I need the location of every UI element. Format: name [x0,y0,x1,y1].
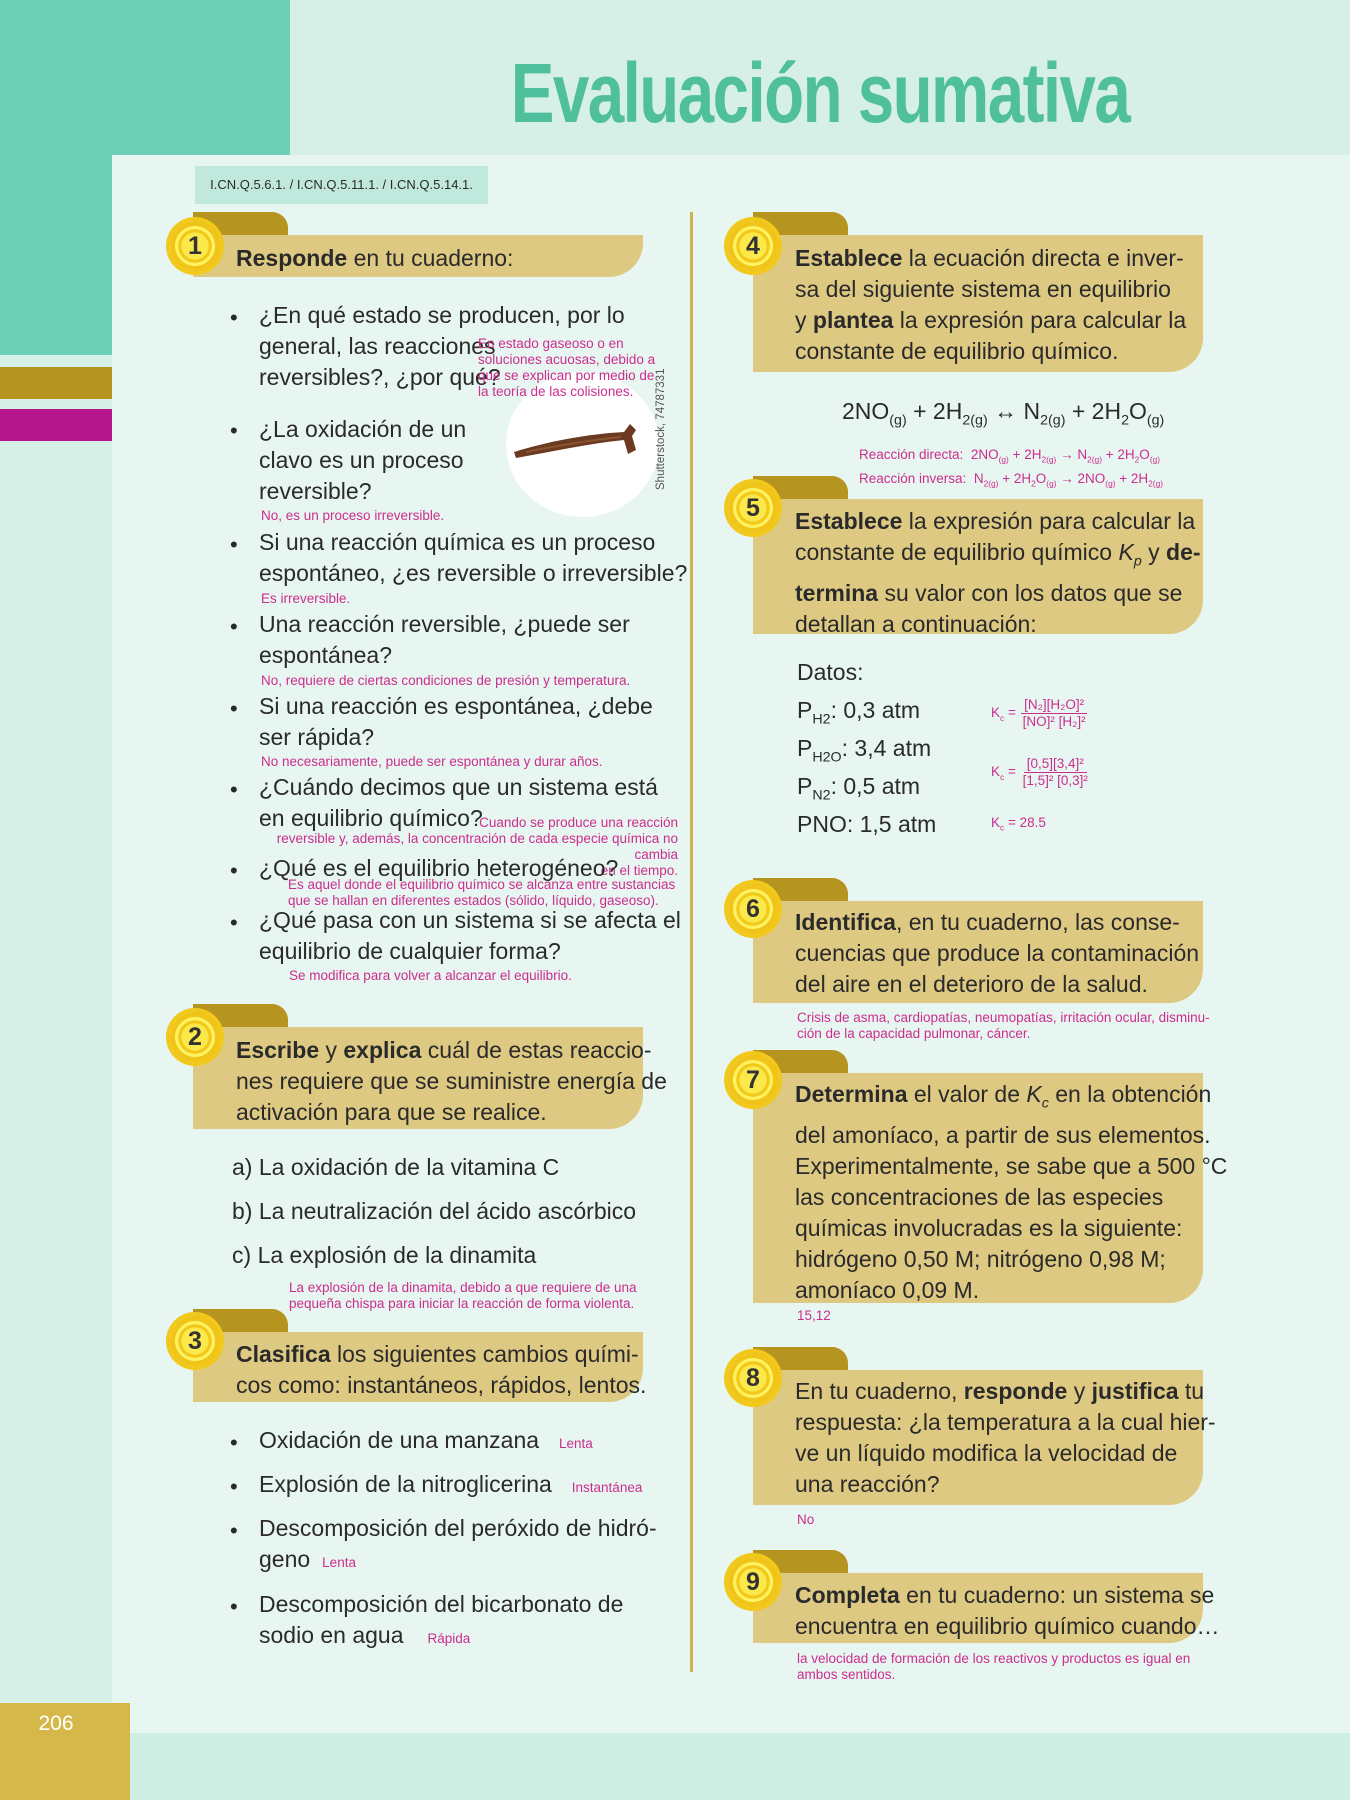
bullet-6: • [230,777,238,802]
page-number: 206 [38,1712,74,1735]
q9-answer-line-1: la velocidad de formación de los reactivos y productos es igual en [797,1651,1191,1666]
curriculum-indicators: I.CN.Q.5.6.1. / I.CN.Q.5.11.1. / I.CN.Q.5.14.1. [195,166,488,204]
q3-item-3-answer: Lenta [322,1555,356,1570]
q5-data-n2-p: P [797,773,813,799]
q3-item-3-line-2 [259,1544,657,1575]
q9-prompt [795,1580,1220,1642]
q3-item-2 [259,1469,642,1500]
q4-direct-e-sub: (g) [1149,454,1161,465]
bottom-band [0,1733,1350,1800]
q5-data-h2o-sub: H2O [812,749,842,766]
q3-item-3-line-1: Descomposición del peróxido de hidró- [259,1515,657,1541]
q4-direct-c: N [1077,447,1088,462]
q3-item-3 [259,1513,657,1575]
q3-item-2-answer: Instantánea [571,1480,643,1495]
q4-eq-sub-b: 2(g) [962,412,988,429]
q5-data-no-p: PNO [797,811,847,837]
q4-inverse-b2: O [1035,471,1047,486]
q5-line-2-and: y [1141,539,1167,565]
q8-prompt [795,1376,1216,1500]
q4-direct-b: + 2H [1008,447,1042,462]
q1-answer-2: No, es un proceso irreversible. [261,508,445,523]
q4-eq-term-b: + 2H [906,398,963,424]
q4-direct-b-sub: 2(g) [1041,454,1057,465]
q2-prompt-line-3: activación para que se realice. [236,1099,547,1125]
q3-bullet-4: • [230,1594,238,1619]
q5-kc-1-sub: c [1000,712,1005,723]
q2-answer-line-2: pequeña chispa para iniciar la reacción de forma violenta. [289,1296,635,1311]
q7-prompt-line-5: químicas involucradas es la siguiente: [795,1214,1183,1241]
q1-item-4-line-1: Una reacción reversible, ¿puede ser [259,611,630,637]
q1-answer-6-line-3: en el tiempo. [600,863,678,878]
q4-eq-term-e: O [1129,398,1147,424]
q5-kc-3: K [991,815,1001,830]
q2-number-badge: 2 [170,1012,220,1062]
q5-fraction-1-den: [NO]² [H₂]² [1022,714,1086,729]
q7-line-1-mid: el valor de [907,1081,1027,1107]
q5-result: = 28.5 [1004,815,1046,830]
q5-data-n2-value: : 0,5 atm [830,773,921,799]
q4-eq-sub-e: (g) [1146,412,1165,429]
bullet-8: • [230,910,238,935]
q4-answer-inverse [859,471,1163,492]
q4-eq-sub-c: 2(g) [1040,412,1066,429]
q7-answer: 15,12 [797,1308,831,1323]
q2-verb-2: explica [343,1037,422,1063]
q9-number-badge: 9 [728,1557,778,1607]
q5-fraction-1 [1020,697,1089,730]
q5-prompt-line-1 [795,506,1201,537]
q3-item-1-text: Oxidación de una manzana [259,1427,540,1453]
q1-item-2-line-2: clavo es un proceso [259,447,464,473]
q2-option-c-text: La explosión de la dinamita [257,1242,537,1268]
q2-verb-1: Escribe [236,1037,320,1063]
image-credit [655,370,673,490]
q5-kc-3-sub: c [1000,822,1005,833]
q8-and: y [1067,1378,1092,1404]
q4-eq-sub-d: 2 [1121,412,1129,429]
q1-item-1-line-1: ¿En qué estado se producen, por lo [259,302,625,328]
q4-inverse-arrow: → [1056,471,1078,486]
q1-item-3 [259,527,687,589]
q5-kc-2: K [991,764,1001,780]
q7-prompt-line-6: hidrógeno 0,50 M; nitrógeno 0,98 M; [795,1245,1166,1272]
q7-number-badge: 7 [728,1055,778,1105]
q8-answer: No [797,1512,815,1527]
q2-answer [289,1280,637,1312]
q1-item-2-line-3: reversible? [259,478,372,504]
q4-line-3-start: y [795,307,813,333]
q2-and: y [319,1037,344,1063]
q4-equation [842,396,1164,437]
q8-prompt-line-4: una reacción? [795,1471,940,1497]
q1-item-3-line-1: Si una reacción química es un proceso [259,529,656,555]
q1-answer-1-line-3: que se explican por medio de [478,368,655,383]
q6-verb: Identifica [795,909,896,935]
q6-prompt-line-1 [795,907,1199,938]
q1-answer-6-line-1: Cuando se produce una reacción [479,815,678,830]
q8-line-1-start: En tu cuaderno, [795,1378,964,1404]
q1-item-2 [259,414,466,507]
q6-answer-line-1: Crisis de asma, cardiopatías, neumopatías, irritación ocular, disminu- [797,1010,1210,1025]
q1-item-5-line-2: ser rápida? [259,724,375,750]
q4-inverse-c: 2NO [1077,471,1106,486]
q4-eq-sub-a: (g) [889,412,907,429]
q3-line-1-rest: los siguientes cambios quími- [330,1341,639,1367]
q3-item-4-line-2 [259,1620,623,1651]
q3-item-3-line-2-text: geno [259,1546,311,1572]
q2-option-b-text: La neutralización del ácido ascórbico [258,1198,637,1224]
bullet-4: • [230,614,238,639]
q7-prompt-line-3: Experimentalmente, se sabe que a 500 °C [795,1152,1228,1179]
q5-verb-2a: de- [1166,539,1201,565]
q1-item-4 [259,609,630,671]
q1-item-5 [259,691,653,753]
q1-item-1-line-3: reversibles?, ¿por qué? [259,364,501,390]
q2-prompt-line-1 [236,1035,667,1066]
q4-line-3-rest: la expresión para calcular la [893,307,1187,333]
q5-data-no [797,809,936,840]
q3-item-4-answer: Rápida [427,1631,471,1646]
bullet-7: • [230,858,238,883]
q3-item-4 [259,1589,623,1651]
q9-verb: Completa [795,1582,900,1608]
q5-data-h2-p: P [797,697,813,723]
q2-option-b [232,1196,636,1227]
q5-line-2-start: constante de equilibrio químico [795,539,1119,565]
q7-prompt-line-1 [795,1079,1227,1120]
q5-eq-sign-2: = [1004,764,1020,780]
q1-number-badge: 1 [170,221,220,271]
q7-prompt-line-7: amoníaco 0,09 M. [795,1276,980,1303]
q9-prompt-line-1 [795,1580,1220,1611]
q3-bullet-3: • [230,1518,238,1543]
q4-prompt-line-3 [795,305,1186,336]
q1-item-8 [259,905,681,967]
q8-verb-1: responde [963,1378,1068,1404]
q4-number-badge: 4 [728,221,778,271]
q6-prompt-line-2: cuencias que produce la contaminación [795,940,1200,966]
q1-item-6-line-2: en equilibrio químico? [259,805,483,831]
q5-fraction-2 [1020,756,1091,789]
bullet-2: • [230,418,238,443]
q3-item-4-line-1: Descomposición del bicarbonato de [259,1591,624,1617]
q5-eq-sign-1: = [1004,705,1020,721]
q4-direct-e: O [1139,447,1150,462]
q4-direct-d-sub: 2 [1134,454,1140,465]
image-credit-text: Shutterstock, 74787331 [655,368,667,490]
q5-prompt-line-2 [795,537,1201,578]
q4-prompt-line-1 [795,243,1186,274]
q6-prompt-line-3: del aire en el deterioro de la salud. [795,971,1148,997]
q3-item-1 [259,1425,593,1456]
bullet-3: • [230,532,238,557]
q1-item-1-line-2: general, las reacciones [259,333,496,359]
q8-number-badge: 8 [728,1353,778,1403]
column-divider [690,212,693,1672]
q6-line-1-rest: , en tu cuaderno, las conse- [895,909,1180,935]
q4-inverse-d: + 2H [1115,471,1149,486]
q5-prompt-line-4: detallan a continuación: [795,610,1037,637]
q3-bullet-2: • [230,1474,238,1499]
q3-item-2-text: Explosión de la nitroglicerina [259,1471,552,1497]
q1-answer-1 [478,336,655,400]
q1-answer-5: No necesariamente, puede ser espontánea y durar años. [261,754,603,769]
q4-inverse-label: Reacción inversa: [859,471,967,486]
q4-eq-term-d: + 2H [1065,398,1122,424]
q5-number-badge: 5 [728,483,778,533]
q3-item-4-line-2-text: sodio en agua [259,1622,404,1648]
q2-prompt [236,1035,667,1128]
q5-kp-sub: p [1133,553,1142,570]
q5-data-h2o [797,733,931,774]
q3-bullet-1: • [230,1430,238,1455]
q8-verb-2: justifica [1091,1378,1179,1404]
bullet-5: • [230,696,238,721]
q5-prompt-line-3 [795,578,1201,609]
q1-answer-6-line-2: reversible y, además, la concentración de cada especie química no cambia [276,831,678,862]
q5-fraction-2-num: [0,5][3,4]² [1024,756,1087,773]
q7-prompt-line-2: del amoníaco, a partir de sus elementos. [795,1121,1211,1148]
q4-eq-term-a: 2NO [842,398,890,424]
q1-prompt [236,243,513,274]
q9-answer [797,1651,1190,1683]
q2-option-b-letter: b) [232,1198,253,1224]
q5-line-1-rest: la expresión para calcular la [902,508,1196,534]
q2-option-a-text: La oxidación de la vitamina C [258,1154,560,1180]
q1-answer-1-line-4: la teoría de las colisiones. [478,384,634,399]
q7-kc-sub: c [1041,1095,1049,1112]
q7-line-1-end: en la obtención [1048,1081,1212,1107]
q4-direct-c-sub: 2(g) [1087,454,1102,465]
q1-item-3-line-2: espontáneo, ¿es reversible o irreversible? [259,560,688,586]
q4-inverse-a: N [973,471,984,486]
q4-direct-a: 2NO [970,447,999,462]
q4-prompt-line-4: constante de equilibrio químico. [795,338,1119,364]
q5-fraction-1-num: [N₂][H₂O]² [1021,697,1087,714]
q7-prompt [795,1079,1227,1306]
q8-prompt-line-3: ve un líquido modifica la velocidad de [795,1440,1178,1466]
q2-option-c-letter: c) [232,1242,252,1268]
q6-answer-line-2: ción de la capacidad pulmonar, cáncer. [797,1026,1031,1041]
q1-answer-1-line-2: soluciones acuosas, debido a [478,352,656,367]
q4-inverse-c-sub: (g) [1105,478,1116,489]
q5-fraction-2-den: [1,5]² [0,3]² [1022,773,1088,788]
q1-answer-4: No, requiere de ciertas condiciones de presión y temperatura. [261,673,631,688]
q3-prompt [236,1339,646,1401]
q5-data-h2o-value: : 3,4 atm [841,735,932,761]
q5-answer-result [991,815,1046,836]
q7-verb: Determina [795,1081,908,1107]
q6-number-badge: 6 [728,884,778,934]
bullet-1: • [230,305,238,330]
q4-line-1-rest: la ecuación directa e inver- [902,245,1184,271]
q5-data-h2o-p: P [797,735,813,761]
q2-line-1-rest: cuál de estas reaccio- [421,1037,652,1063]
q4-prompt [795,243,1186,367]
q4-prompt-line-2: sa del siguiente sistema en equilibrio [795,276,1171,302]
q5-prompt [795,506,1201,640]
q9-line-1-rest: en tu cuaderno: un sistema se [899,1582,1215,1608]
q4-verb-1: Establece [795,245,903,271]
q5-line-3-rest: su valor con los datos que se [878,579,1183,606]
q3-item-1-answer: Lenta [559,1436,593,1451]
q5-data-n2 [797,771,920,812]
q5-verb-2b: termina [795,579,879,606]
q7-kc: K [1026,1081,1042,1107]
q4-inverse-b2-sub: (g) [1046,478,1057,489]
q1-answer-1-line-1: En estado gaseoso o en [478,336,624,351]
q5-data-h2-value: : 0,3 atm [830,697,921,723]
q3-prompt-line-2: cos como: instantáneos, rápidos, lentos. [236,1372,647,1398]
q2-prompt-line-2: nes requiere que se suministre energía de [236,1068,667,1094]
q1-item-4-line-2: espontánea? [259,642,393,668]
q2-option-a [232,1152,559,1183]
q5-data-h2 [797,695,920,736]
q1-item-8-line-2: equilibrio de cualquier forma? [259,938,561,964]
q5-answer-formula [991,697,1089,730]
q3-number-badge: 3 [170,1316,220,1366]
q6-prompt [795,907,1199,1000]
q1-item-7-line-1: ¿Qué es el equilibrio heterogéneo? [259,855,619,881]
q2-answer-line-1: La explosión de la dinamita, debido a que requiere de una [289,1280,637,1295]
q5-kc-1: K [991,705,1001,721]
q5-data-h2-sub: H2 [812,711,831,728]
q5-verb-1: Establece [795,508,903,534]
q1-answer-3: Es irreversible. [261,591,351,606]
q5-kc-2-sub: c [1000,771,1005,782]
q8-prompt-line-1 [795,1376,1216,1407]
q4-direct-arrow: → [1056,447,1078,462]
q3-prompt-line-1 [236,1339,646,1370]
q2-option-c [232,1240,536,1271]
q1-answer-8: Se modifica para volver a alcanzar el equilibrio. [289,968,572,983]
q8-prompt-line-2: respuesta: ¿la temperatura a la cual hier- [795,1409,1216,1435]
q9-prompt-line-2: encuentra en equilibrio químico cuando… [795,1613,1220,1639]
q3-verb: Clasifica [236,1341,331,1367]
q4-direct-label: Reacción directa: [859,447,964,462]
q6-answer [797,1010,1210,1042]
q1-answer-7-line-1: Es aquel donde el equilibrio químico se alcanza entre sustancias [288,877,676,892]
q1-prompt-rest: en tu cuaderno: [347,245,514,271]
q5-data-no-value: : 1,5 atm [846,811,937,837]
q5-data-title: Datos: [797,659,864,685]
q1-item-2-line-1: ¿La oxidación de un [259,416,467,442]
magenta-side-strip [0,409,112,441]
q1-answer-7-line-2: que se hallan en diferentes estados (sólido, líquido, gaseoso). [288,893,659,908]
q1-item-6-line-1: ¿Cuándo decimos que un sistema está [259,774,658,800]
q4-direct-d: + 2H [1101,447,1135,462]
page-title: Evaluación sumativa [510,46,1130,140]
q1-item-8-line-1: ¿Qué pasa con un sistema si se afecta el [259,907,681,933]
q4-inverse-d-sub: 2(g) [1148,478,1164,489]
q5-kp: K [1118,539,1134,565]
q2-option-a-letter: a) [232,1154,253,1180]
olive-side-strip [0,367,112,399]
q7-prompt-line-4: las concentraciones de las especies [795,1183,1164,1210]
q1-item-5-line-1: Si una reacción es espontánea, ¿debe [259,693,653,719]
q9-answer-line-2: ambos sentidos. [797,1667,896,1682]
q4-direct-a-sub: (g) [998,454,1009,465]
q1-verb: Responde [236,245,348,271]
q4-verb-2: plantea [812,307,894,333]
q4-answer-direct [859,447,1160,468]
q4-inverse-a-sub: 2(g) [983,478,999,489]
q4-inverse-b-sub: 2 [1031,478,1036,489]
q5-data-n2-sub: N2 [812,787,831,804]
q8-line-1-end: tu [1178,1378,1205,1404]
q5-answer-substitution [991,756,1091,789]
q4-eq-arrow: ↔ [987,398,1024,424]
q4-eq-term-c: N [1023,398,1041,424]
q4-inverse-b: + 2H [998,471,1032,486]
